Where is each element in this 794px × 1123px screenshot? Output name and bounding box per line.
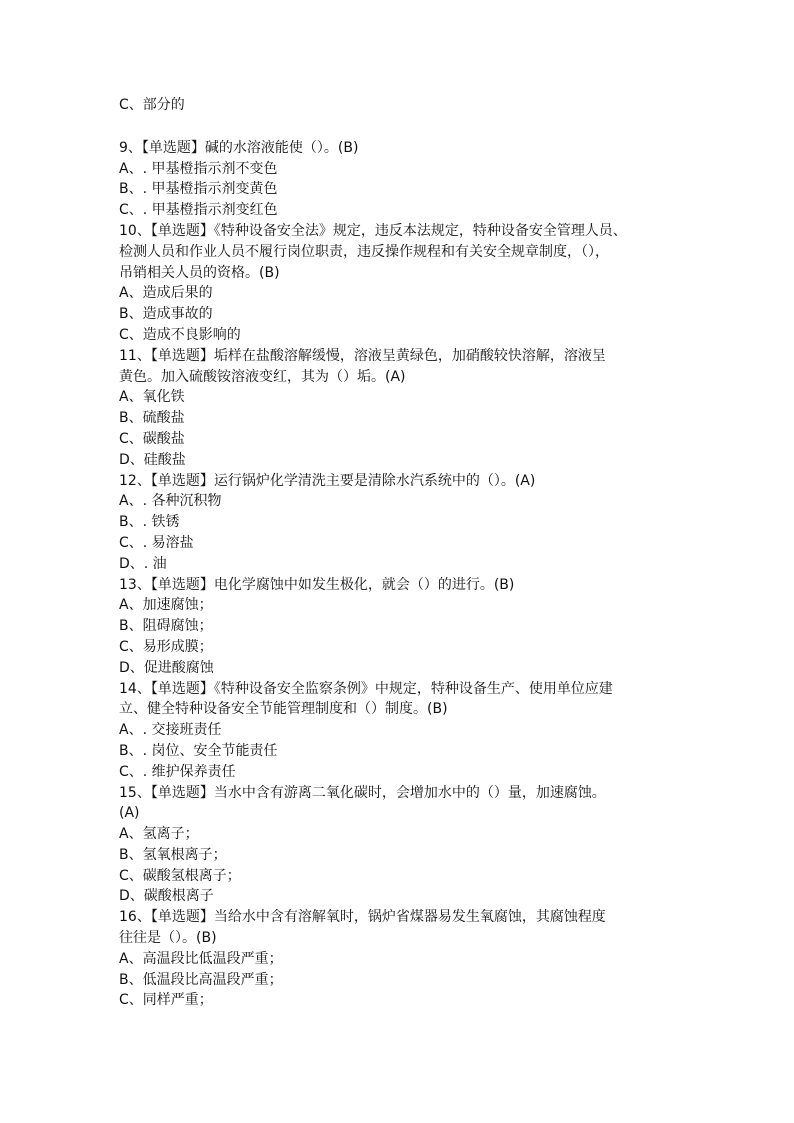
option-c: C、. 易溶盐 [119, 534, 194, 551]
option-b: B、阻碍腐蚀； [119, 618, 213, 635]
option-c: C、同样严重； [119, 992, 213, 1009]
question-stem: 黄色。加入硫酸铵溶液变红，其为（）垢。(A) [119, 368, 406, 385]
option-b: B、低温段比高温段严重； [119, 971, 283, 988]
option-a: A、氢离子； [119, 826, 199, 843]
question-13 [119, 575, 681, 679]
option-d: D、碳酸根离子 [119, 888, 214, 905]
option-c: C、造成不良影响的 [119, 326, 241, 343]
option-a: A、. 各种沉积物 [119, 493, 222, 510]
question-16 [119, 907, 681, 1011]
option-b: B、硫酸盐 [119, 410, 185, 427]
question-stem: 立、健全特种设备安全节能管理制度和（）制度。(B) [119, 701, 448, 718]
option-a: A、氧化铁 [119, 389, 185, 406]
option-c: C、碳酸盐 [119, 430, 185, 447]
option-d: D、促进酸腐蚀 [119, 659, 214, 676]
spacer [119, 116, 681, 138]
question-stem: 15、【单选题】当水中含有游离二氧化碳时，会增加水中的（）量，加速腐蚀。 [119, 784, 606, 801]
question-10 [119, 221, 681, 346]
question-stem: (A) [119, 805, 140, 822]
option-a: A、. 交接班责任 [119, 722, 222, 739]
option-a: A、造成后果的 [119, 285, 213, 302]
option-d: D、. 油 [119, 555, 167, 572]
prev-option: C、部分的 [119, 97, 185, 113]
option-b: B、. 铁锈 [119, 514, 180, 531]
option-b: B、. 岗位、安全节能责任 [119, 742, 278, 759]
option-a: A、高温段比低温段严重； [119, 950, 283, 967]
question-stem: 检测人员和作业人员不履行岗位职责，违反操作规程和有关安全规章制度，（）， [119, 243, 609, 260]
question-stem: 16、【单选题】当给水中含有溶解氧时，锅炉省煤器易发生氧腐蚀，其腐蚀程度 [119, 909, 606, 926]
question-12 [119, 471, 681, 575]
question-15 [119, 783, 681, 908]
question-stem: 11、【单选题】垢样在盐酸溶解缓慢，溶液呈黄绿色，加硝酸较快溶解，溶液呈 [119, 347, 606, 364]
question-stem: 往往是（）。(B) [119, 930, 217, 947]
question-stem: 13、【单选题】电化学腐蚀中如发生极化，就会（）的进行。(B) [119, 576, 515, 593]
question-stem: 9、【单选题】碱的水溶液能使（）。(B) [119, 139, 359, 156]
option-d: D、硅酸盐 [119, 451, 186, 468]
question-stem: 10、【单选题】《特种设备安全法》规定，违反本法规定，特种设备安全管理人员、 [119, 222, 627, 239]
question-stem: 12、【单选题】运行锅炉化学清洗主要是清除水汽系统中的（）。(A) [119, 472, 536, 489]
question-11 [119, 346, 681, 471]
option-b: B、. 甲基橙指示剂变黄色 [119, 181, 278, 198]
option-a: A、. 甲基橙指示剂不变色 [119, 160, 278, 177]
option-c: C、易形成膜； [119, 638, 213, 655]
question-stem: 吊销相关人员的资格。(B) [119, 264, 280, 281]
option-c: C、碳酸氢根离子； [119, 867, 241, 884]
option-c: C、. 甲基橙指示剂变红色 [119, 202, 278, 219]
option-b: B、氢氧根离子； [119, 846, 227, 863]
option-a: A、加速腐蚀； [119, 597, 213, 614]
question-9 [119, 138, 681, 221]
option-c: C、. 维护保养责任 [119, 763, 236, 780]
option-b: B、造成事故的 [119, 306, 213, 323]
question-14 [119, 679, 681, 783]
question-stem: 14、【单选题】《特种设备安全监察条例》中规定，特种设备生产、使用单位应建 [119, 680, 613, 697]
question-list [119, 95, 681, 1011]
